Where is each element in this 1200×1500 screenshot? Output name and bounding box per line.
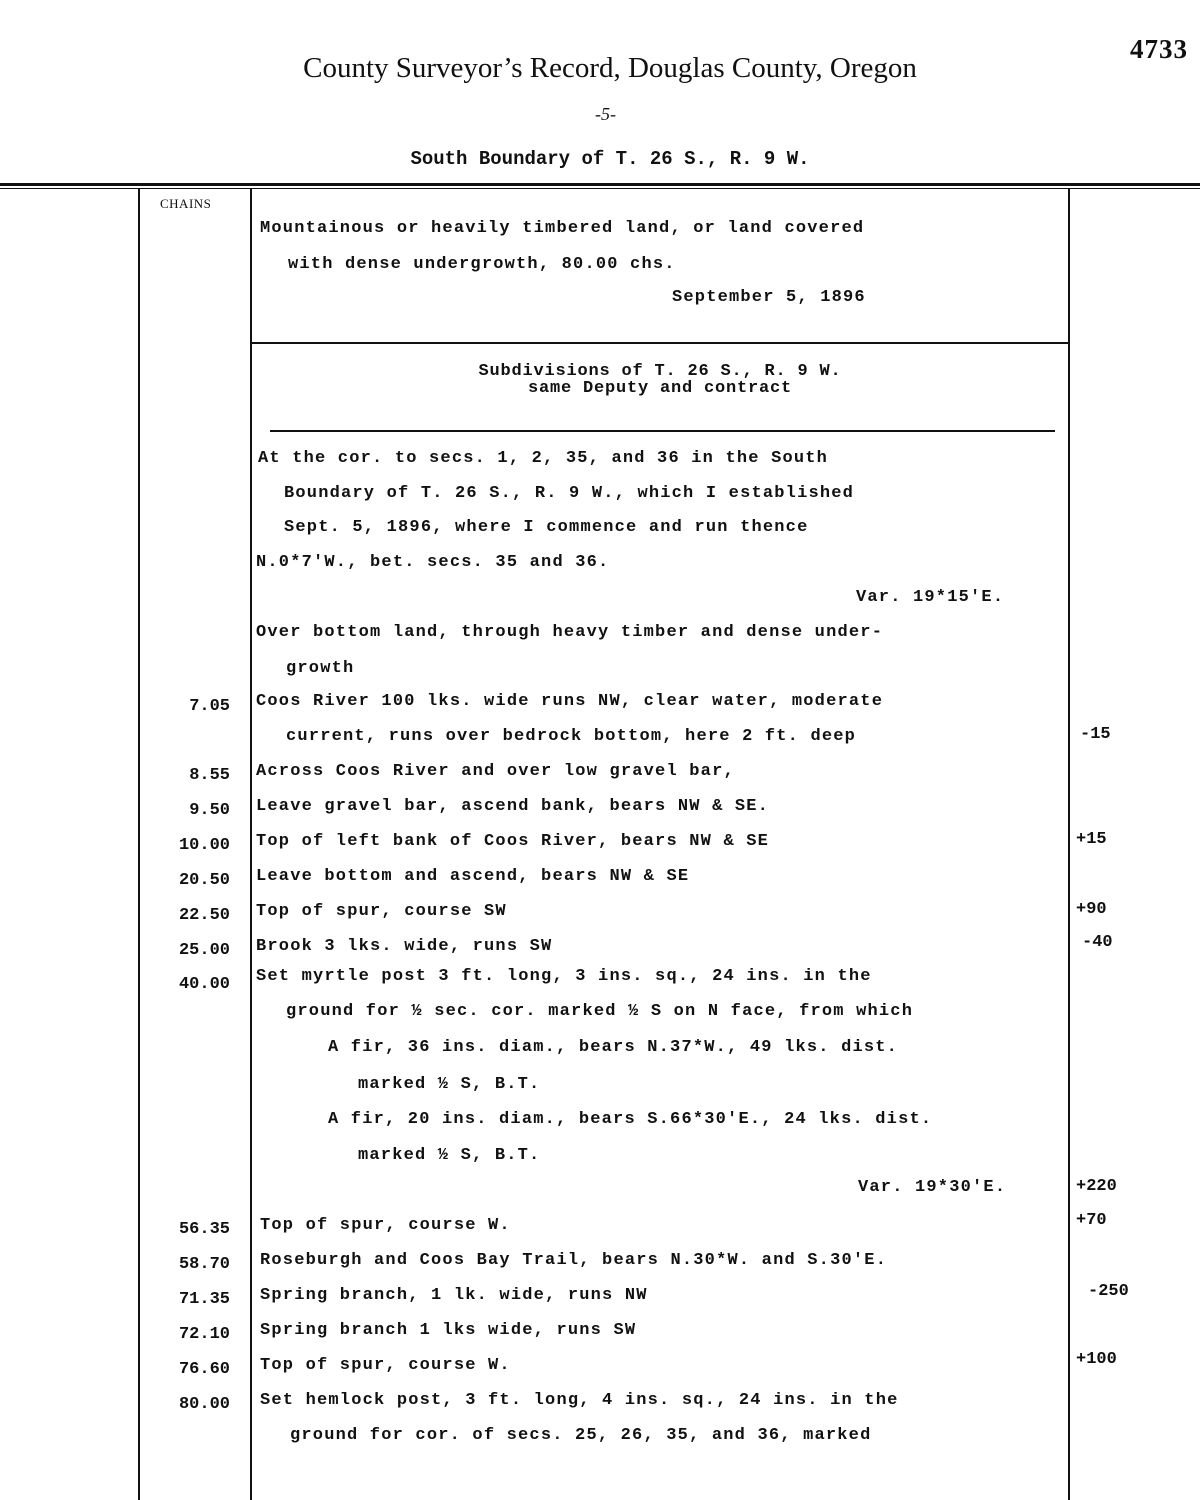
section-title: South Boundary of T. 26 S., R. 9 W.	[410, 148, 810, 170]
entry-text: marked ½ S, B.T.	[358, 1075, 541, 1094]
variation-note: Var. 19*30'E.	[858, 1178, 1007, 1197]
top-rule-thin	[0, 188, 1200, 189]
entry-text: Brook 3 lks. wide, runs SW	[256, 937, 553, 956]
chains-value: 80.00	[178, 1395, 230, 1414]
entry-text: Spring branch, 1 lk. wide, runs NW	[260, 1286, 648, 1305]
top-rule	[0, 183, 1200, 186]
chains-value: 20.50	[178, 871, 230, 890]
entry-text: current, runs over bedrock bottom, here 2 ft. deep	[286, 727, 857, 746]
intro-line: Over bottom land, through heavy timber and dense under-	[256, 623, 884, 642]
elevation-change: +90	[1076, 900, 1107, 919]
chains-value: 72.10	[178, 1325, 230, 1344]
elevation-change: -15	[1080, 725, 1111, 744]
elevation-change: +100	[1076, 1350, 1117, 1369]
chains-value: 7.05	[189, 697, 230, 716]
chains-value: 9.50	[189, 801, 230, 820]
entry-text: Top of spur, course W.	[260, 1356, 511, 1375]
entry-text: Spring branch 1 lks wide, runs SW	[260, 1321, 637, 1340]
chains-value: 40.00	[178, 975, 230, 994]
intro-line: N.0*7'W., bet. secs. 35 and 36.	[256, 553, 610, 572]
chains-value: 58.70	[178, 1255, 230, 1274]
page-mark: -5-	[595, 104, 616, 124]
entry-text: A fir, 36 ins. diam., bears N.37*W., 49 lks. dist.	[328, 1038, 899, 1057]
elevation-change: -40	[1082, 933, 1113, 952]
subdivision-heading: Subdivisions of T. 26 S., R. 9 W.	[478, 362, 842, 381]
entry-text: Roseburgh and Coos Bay Trail, bears N.30*W. and S.30'E.	[260, 1251, 888, 1270]
entry-text: Set hemlock post, 3 ft. long, 4 ins. sq., 24 ins. in the	[260, 1391, 899, 1410]
chains-value: 22.50	[178, 906, 230, 925]
entry-text: Leave bottom and ascend, bears NW & SE	[256, 867, 690, 886]
subdivision-subheading: same Deputy and contract	[527, 379, 793, 398]
entry-text: Leave gravel bar, ascend bank, bears NW & SE.	[256, 797, 770, 816]
chains-value: 56.35	[178, 1220, 230, 1239]
elevation-change: -250	[1088, 1282, 1129, 1301]
subdivision-heading-rule	[270, 430, 1055, 432]
intro-line: At the cor. to secs. 1, 2, 35, and 36 in the South	[258, 449, 829, 468]
chains-value: 25.00	[178, 941, 230, 960]
boundary-date: September 5, 1896	[672, 288, 866, 307]
chains-value: 10.00	[178, 836, 230, 855]
intro-line: growth	[286, 659, 355, 678]
elevation-change: +15	[1076, 830, 1107, 849]
chains-column-header: CHAINS	[160, 196, 212, 211]
chains-value: 71.35	[178, 1290, 230, 1309]
variation-note: Var. 19*15'E.	[856, 588, 1005, 607]
elevation-change: +70	[1076, 1211, 1107, 1230]
entry-text: ground for cor. of secs. 25, 26, 35, and 36, marked	[290, 1426, 872, 1445]
elevation-change: +220	[1076, 1177, 1117, 1196]
chains-value: 76.60	[178, 1360, 230, 1379]
entry-text: Coos River 100 lks. wide runs NW, clear water, moderate	[256, 692, 884, 711]
entry-text: Across Coos River and over low gravel bar,	[256, 762, 735, 781]
record-title: County Surveyor’s Record, Douglas County, Oregon	[303, 52, 917, 84]
boundary-text-line-2: with dense undergrowth, 80.00 chs.	[288, 255, 676, 274]
page-number: 4733	[1130, 34, 1188, 64]
boundary-block-rule	[252, 342, 1068, 344]
chains-value: 8.55	[189, 766, 230, 785]
intro-line: Boundary of T. 26 S., R. 9 W., which I established	[284, 484, 855, 503]
entry-text: Top of spur, course SW	[256, 902, 507, 921]
entry-text: ground for ½ sec. cor. marked ½ S on N face, from which	[286, 1002, 914, 1021]
boundary-text-line-1: Mountainous or heavily timbered land, or land covered	[260, 219, 865, 238]
entry-text: Top of spur, course W.	[260, 1216, 511, 1235]
entry-text: Top of left bank of Coos River, bears NW & SE	[256, 832, 770, 851]
intro-line: Sept. 5, 1896, where I commence and run thence	[284, 518, 809, 537]
entry-text: Set myrtle post 3 ft. long, 3 ins. sq., 24 ins. in the	[256, 967, 872, 986]
elevation-column-rule	[1068, 188, 1070, 1500]
entry-text: A fir, 20 ins. diam., bears S.66*30'E., 24 lks. dist.	[328, 1110, 933, 1129]
entry-text: marked ½ S, B.T.	[358, 1146, 541, 1165]
